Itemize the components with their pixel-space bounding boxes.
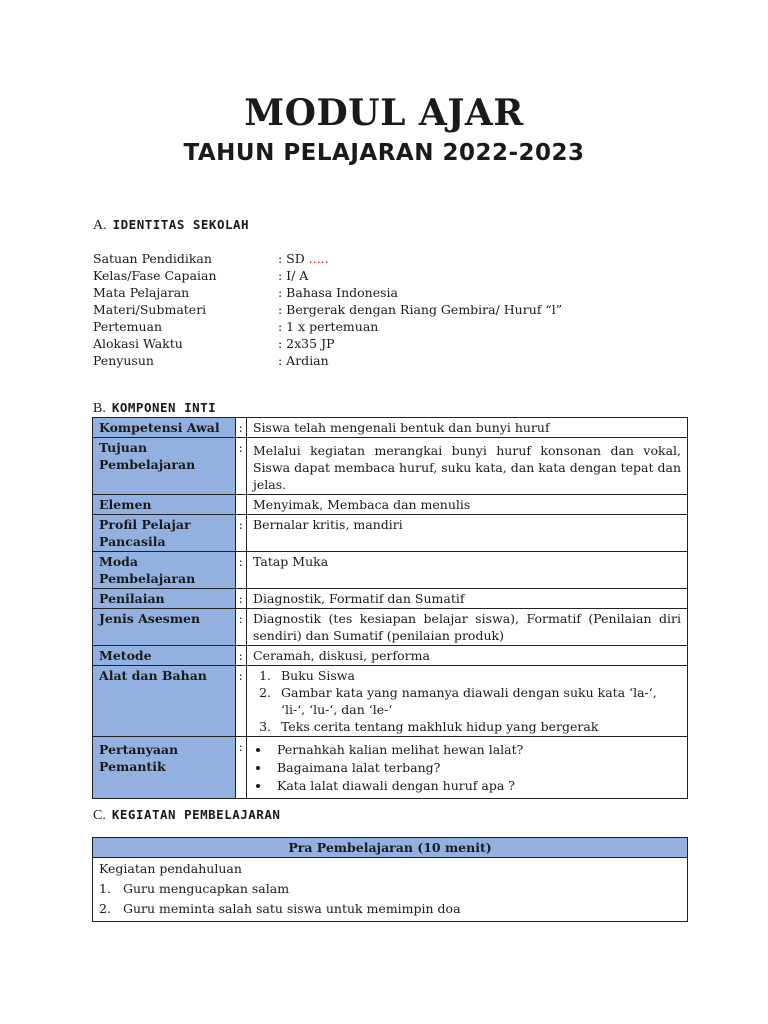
row-key: Pertanyaan Pemantik <box>93 737 236 799</box>
alat-list <box>253 667 681 735</box>
row-key: Metode <box>93 646 236 666</box>
table-row <box>93 666 688 737</box>
step-text: Guru meminta salah satu siswa untuk memimpin doa <box>123 901 461 916</box>
list-item: • Kata lalat diawali dengan huruf apa ? <box>271 777 681 794</box>
section-letter: B. <box>93 401 106 416</box>
table-row <box>93 609 688 646</box>
identitas-row <box>93 352 693 369</box>
document-subtitle: TAHUN PELAJARAN 2022-2023 <box>183 140 585 166</box>
row-value: Ceramah, diskusi, performa <box>247 646 688 666</box>
section-b-heading <box>93 400 216 417</box>
identitas-value: : Bergerak dengan Riang Gembira/ Huruf “l” <box>278 302 563 317</box>
identitas-row <box>93 267 693 284</box>
row-value: Diagnostik, Formatif dan Sumatif <box>247 589 688 609</box>
list-item <box>99 879 681 899</box>
table-row <box>93 438 688 495</box>
row-key: Kompetensi Awal <box>93 418 236 438</box>
table-row <box>93 646 688 666</box>
identitas-label: Pertemuan <box>93 319 163 334</box>
step-text: Guru mengucapkan salam <box>123 881 290 896</box>
section-letter: C. <box>93 808 106 823</box>
table-row <box>93 589 688 609</box>
row-value <box>247 666 688 737</box>
row-value: Tatap Muka <box>247 552 688 589</box>
identitas-label: Satuan Pendidikan <box>93 251 212 266</box>
row-value: Siswa telah mengenali bentuk dan bunyi huruf <box>247 418 688 438</box>
identitas-label: Materi/Submateri <box>93 302 207 317</box>
identitas-value: : SD ..... <box>278 251 329 266</box>
table-row <box>93 495 688 515</box>
table-row <box>93 838 688 858</box>
list-item: 1. Buku Siswa <box>275 667 681 684</box>
identitas-list <box>93 250 693 369</box>
identitas-row <box>93 318 693 335</box>
table-row <box>93 858 688 922</box>
step-number: 1. <box>99 881 111 896</box>
row-value: Bernalar kritis, mandiri <box>247 515 688 552</box>
row-colon: : <box>235 737 246 799</box>
row-colon: : <box>235 438 246 495</box>
row-value: Melalui kegiatan merangkai bunyi huruf konsonan dan vokal, Siswa dapat membaca huruf, suku kata, dan kata dengan tepat dan jelas. <box>247 438 688 495</box>
komponen-inti-table <box>92 417 688 799</box>
pertanyaan-list <box>253 741 681 794</box>
row-key: Jenis Asesmen <box>93 609 236 646</box>
kegiatan-table <box>92 837 688 922</box>
identitas-label: Penyusun <box>93 353 154 368</box>
section-name: KOMPONEN INTI <box>111 400 217 415</box>
section-c-heading <box>93 807 280 824</box>
section-a-heading <box>93 217 249 234</box>
table-row <box>93 552 688 589</box>
list-item: 2. Gambar kata yang namanya diawali dengan suku kata ‘la-‘, ‘li-‘, ‘lu-‘, dan ‘le-‘ <box>275 684 681 718</box>
row-key: Penilaian <box>93 589 236 609</box>
identitas-value: : Ardian <box>278 353 329 368</box>
identitas-row <box>93 301 693 318</box>
table-row <box>93 418 688 438</box>
row-value: Menyimak, Membaca dan menulis <box>247 495 688 515</box>
row-value: Diagnostik (tes kesiapan belajar siswa), Formatif (Penilaian diri sendiri) dan Sumatif (penilaian produk) <box>247 609 688 646</box>
placeholder-dots: ..... <box>308 251 329 266</box>
list-item: 3. Teks cerita tentang makhluk hidup yang bergerak <box>275 718 681 735</box>
identitas-value: : Bahasa Indonesia <box>278 285 398 300</box>
row-colon: : <box>235 589 246 609</box>
row-colon: : <box>235 666 246 737</box>
kegiatan-body <box>93 858 688 922</box>
identitas-label: Kelas/Fase Capaian <box>93 268 217 283</box>
list-item <box>99 899 681 919</box>
list-item: • Bagaimana lalat terbang? <box>271 759 681 776</box>
row-key: Tujuan Pembelajaran <box>93 438 236 495</box>
row-colon: : <box>235 515 246 552</box>
row-colon: : <box>235 552 246 589</box>
kegiatan-header: Pra Pembelajaran (10 menit) <box>93 838 688 858</box>
row-colon: : <box>235 609 246 646</box>
document-title: MODUL AJAR <box>244 92 524 134</box>
identitas-value: : I/ A <box>278 268 309 283</box>
list-item: • Pernahkah kalian melihat hewan lalat? <box>271 741 681 758</box>
row-colon: : <box>235 646 246 666</box>
row-key: Moda Pembelajaran <box>93 552 236 589</box>
kegiatan-intro: Kegiatan pendahuluan <box>99 861 242 876</box>
identitas-label: Mata Pelajaran <box>93 285 190 300</box>
section-letter: A. <box>93 218 107 233</box>
identitas-row <box>93 250 693 267</box>
section-name: KEGIATAN PEMBELAJARAN <box>111 807 281 822</box>
row-value <box>247 737 688 799</box>
row-key: Profil Pelajar Pancasila <box>93 515 236 552</box>
row-colon <box>235 495 246 515</box>
section-name: IDENTITAS SEKOLAH <box>112 217 250 232</box>
identitas-row <box>93 284 693 301</box>
table-row <box>93 737 688 799</box>
table-row <box>93 515 688 552</box>
row-key: Alat dan Bahan <box>93 666 236 737</box>
identitas-value: : 2x35 JP <box>278 336 335 351</box>
row-colon: : <box>235 418 246 438</box>
identitas-row <box>93 335 693 352</box>
identitas-label: Alokasi Waktu <box>93 336 183 351</box>
step-number: 2. <box>99 901 111 916</box>
row-key: Elemen <box>93 495 236 515</box>
identitas-value: : 1 x pertemuan <box>278 319 379 334</box>
